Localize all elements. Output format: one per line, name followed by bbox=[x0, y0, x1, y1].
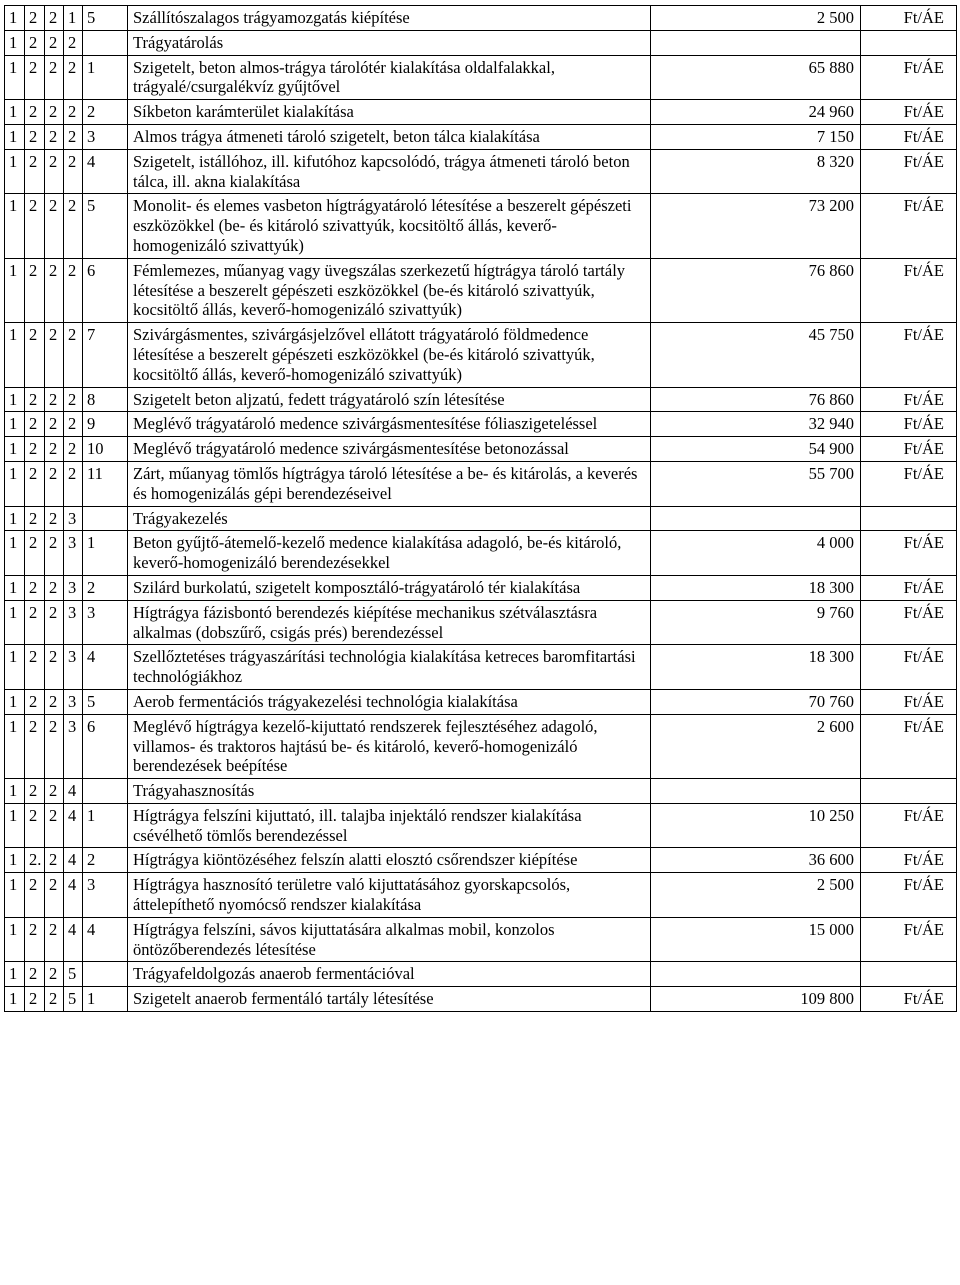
unit-cell bbox=[861, 962, 957, 987]
code-cell-5: 2 bbox=[83, 100, 128, 125]
code-cell-4: 2 bbox=[64, 437, 83, 462]
code-cell-3: 2 bbox=[45, 124, 64, 149]
code-cell-3: 2 bbox=[45, 412, 64, 437]
description-cell: Szigetelt anaerob fermentáló tartály létesítése bbox=[128, 987, 651, 1012]
amount-cell: 18 300 bbox=[651, 645, 861, 690]
code-cell-1: 1 bbox=[5, 149, 25, 194]
code-cell-4: 4 bbox=[64, 779, 83, 804]
code-cell-3: 2 bbox=[45, 437, 64, 462]
unit-cell: Ft/ÁE bbox=[861, 645, 957, 690]
code-cell-2: 2 bbox=[25, 323, 45, 387]
description-cell: Szilárd burkolatú, szigetelt komposztáló-trágyatároló tér kialakítása bbox=[128, 575, 651, 600]
code-cell-2: 2 bbox=[25, 6, 45, 31]
amount-cell: 45 750 bbox=[651, 323, 861, 387]
code-cell-3: 2 bbox=[45, 194, 64, 258]
code-cell-1: 1 bbox=[5, 461, 25, 506]
code-cell-2: 2 bbox=[25, 779, 45, 804]
code-cell-3: 2 bbox=[45, 461, 64, 506]
code-cell-5: 4 bbox=[83, 149, 128, 194]
code-cell-3: 2 bbox=[45, 575, 64, 600]
code-cell-5: 9 bbox=[83, 412, 128, 437]
table-row bbox=[5, 987, 957, 1012]
code-cell-1: 1 bbox=[5, 6, 25, 31]
code-cell-4: 2 bbox=[64, 30, 83, 55]
table-row bbox=[5, 803, 957, 848]
code-cell-4: 2 bbox=[64, 412, 83, 437]
code-cell-4: 2 bbox=[64, 323, 83, 387]
code-cell-2: 2 bbox=[25, 258, 45, 322]
table-row bbox=[5, 779, 957, 804]
code-cell-2: 2 bbox=[25, 803, 45, 848]
code-cell-3: 2 bbox=[45, 55, 64, 100]
code-cell-3: 2 bbox=[45, 600, 64, 645]
document-page bbox=[0, 5, 960, 1285]
amount-cell: 18 300 bbox=[651, 575, 861, 600]
description-cell: Szigetelt beton aljzatú, fedett trágyatároló szín létesítése bbox=[128, 387, 651, 412]
code-cell-3: 2 bbox=[45, 803, 64, 848]
description-cell: Síkbeton karámterület kialakítása bbox=[128, 100, 651, 125]
code-cell-5: 1 bbox=[83, 803, 128, 848]
code-cell-2: 2 bbox=[25, 917, 45, 962]
code-cell-2: 2 bbox=[25, 437, 45, 462]
code-cell-1: 1 bbox=[5, 100, 25, 125]
code-cell-5: 1 bbox=[83, 531, 128, 576]
code-cell-2: 2 bbox=[25, 412, 45, 437]
code-cell-3: 2 bbox=[45, 531, 64, 576]
code-cell-3: 2 bbox=[45, 258, 64, 322]
section-heading-cell: Trágyatárolás bbox=[128, 30, 651, 55]
amount-cell bbox=[651, 30, 861, 55]
code-cell-2: 2 bbox=[25, 100, 45, 125]
amount-cell: 73 200 bbox=[651, 194, 861, 258]
table-row bbox=[5, 149, 957, 194]
section-heading-cell: Trágyahasznosítás bbox=[128, 779, 651, 804]
amount-cell: 7 150 bbox=[651, 124, 861, 149]
amount-cell: 2 500 bbox=[651, 873, 861, 918]
amount-cell: 76 860 bbox=[651, 387, 861, 412]
code-cell-5 bbox=[83, 962, 128, 987]
code-cell-1: 1 bbox=[5, 437, 25, 462]
code-cell-4: 5 bbox=[64, 987, 83, 1012]
amount-cell: 10 250 bbox=[651, 803, 861, 848]
table-row bbox=[5, 714, 957, 778]
code-cell-4: 2 bbox=[64, 100, 83, 125]
code-cell-2: 2 bbox=[25, 714, 45, 778]
table-row bbox=[5, 506, 957, 531]
table-row bbox=[5, 689, 957, 714]
code-cell-1: 1 bbox=[5, 714, 25, 778]
unit-cell: Ft/ÁE bbox=[861, 194, 957, 258]
description-cell: Szivárgásmentes, szivárgásjelzővel ellátott trágyatároló földmedence létesítése a beszerelt gépészeti eszközökkel (be-és kitároló szivattyúk, kocsitöltő állás, keverő-homogenizáló szivattyúk) bbox=[128, 323, 651, 387]
amount-cell: 76 860 bbox=[651, 258, 861, 322]
code-cell-2: 2 bbox=[25, 387, 45, 412]
code-cell-4: 3 bbox=[64, 531, 83, 576]
code-cell-3: 2 bbox=[45, 714, 64, 778]
description-cell: Szigetelt, beton almos-trágya tárolótér kialakítása oldalfalakkal, trágyalé/csurgalékvíz gyűjtővel bbox=[128, 55, 651, 100]
code-cell-3: 2 bbox=[45, 387, 64, 412]
unit-cell bbox=[861, 30, 957, 55]
code-cell-2: 2 bbox=[25, 124, 45, 149]
code-cell-5: 2 bbox=[83, 575, 128, 600]
description-cell: Szigetelt, istállóhoz, ill. kifutóhoz kapcsolódó, trágya átmeneti tároló beton tálca, ill. akna kialakítása bbox=[128, 149, 651, 194]
table-row bbox=[5, 412, 957, 437]
code-cell-2: 2 bbox=[25, 600, 45, 645]
unit-cell: Ft/ÁE bbox=[861, 714, 957, 778]
code-cell-1: 1 bbox=[5, 917, 25, 962]
table-row bbox=[5, 645, 957, 690]
table-row bbox=[5, 30, 957, 55]
table-row bbox=[5, 575, 957, 600]
code-cell-1: 1 bbox=[5, 506, 25, 531]
code-cell-5: 2 bbox=[83, 848, 128, 873]
description-cell: Meglévő hígtrágya kezelő-kijuttató rendszerek fejlesztéséhez adagoló, villamos- és traktoros hajtású be- és kitároló, keverő-homogenizáló berendezések beépítése bbox=[128, 714, 651, 778]
code-cell-5: 5 bbox=[83, 689, 128, 714]
table-row bbox=[5, 6, 957, 31]
code-cell-4: 3 bbox=[64, 714, 83, 778]
unit-cell: Ft/ÁE bbox=[861, 437, 957, 462]
unit-cell: Ft/ÁE bbox=[861, 258, 957, 322]
code-cell-1: 1 bbox=[5, 323, 25, 387]
code-cell-4: 4 bbox=[64, 803, 83, 848]
amount-cell: 54 900 bbox=[651, 437, 861, 462]
description-cell: Aerob fermentációs trágyakezelési technológia kialakítása bbox=[128, 689, 651, 714]
code-cell-1: 1 bbox=[5, 194, 25, 258]
table-row bbox=[5, 461, 957, 506]
unit-cell: Ft/ÁE bbox=[861, 600, 957, 645]
amount-cell: 9 760 bbox=[651, 600, 861, 645]
unit-cell: Ft/ÁE bbox=[861, 803, 957, 848]
code-cell-5: 8 bbox=[83, 387, 128, 412]
table-row bbox=[5, 531, 957, 576]
code-cell-4: 4 bbox=[64, 873, 83, 918]
table-row bbox=[5, 600, 957, 645]
code-cell-2: 2 bbox=[25, 962, 45, 987]
code-cell-3: 2 bbox=[45, 873, 64, 918]
amount-cell bbox=[651, 506, 861, 531]
description-cell: Zárt, műanyag tömlős hígtrágya tároló létesítése a be- és kitárolás, a keverés és homogenizálás gépi berendezéseivel bbox=[128, 461, 651, 506]
code-cell-5: 6 bbox=[83, 258, 128, 322]
table-row bbox=[5, 962, 957, 987]
description-cell: Szállítószalagos trágyamozgatás kiépítése bbox=[128, 6, 651, 31]
code-cell-2: 2 bbox=[25, 873, 45, 918]
code-cell-1: 1 bbox=[5, 779, 25, 804]
code-cell-3: 2 bbox=[45, 323, 64, 387]
code-cell-4: 2 bbox=[64, 258, 83, 322]
code-cell-1: 1 bbox=[5, 30, 25, 55]
unit-cell: Ft/ÁE bbox=[861, 873, 957, 918]
code-cell-2: 2 bbox=[25, 689, 45, 714]
code-cell-4: 2 bbox=[64, 387, 83, 412]
code-cell-1: 1 bbox=[5, 387, 25, 412]
description-cell: Meglévő trágyatároló medence szivárgásmentesítése betonozással bbox=[128, 437, 651, 462]
unit-cell: Ft/ÁE bbox=[861, 149, 957, 194]
table-row bbox=[5, 917, 957, 962]
unit-cell: Ft/ÁE bbox=[861, 387, 957, 412]
table-row bbox=[5, 124, 957, 149]
unit-cell: Ft/ÁE bbox=[861, 6, 957, 31]
code-cell-1: 1 bbox=[5, 962, 25, 987]
unit-cell: Ft/ÁE bbox=[861, 100, 957, 125]
code-cell-5 bbox=[83, 30, 128, 55]
code-cell-2: 2 bbox=[25, 194, 45, 258]
amount-cell: 32 940 bbox=[651, 412, 861, 437]
code-cell-1: 1 bbox=[5, 55, 25, 100]
code-cell-3: 2 bbox=[45, 689, 64, 714]
description-cell: Fémlemezes, műanyag vagy üvegszálas szerkezetű hígtrágya tároló tartály létesítése a beszerelt gépészeti eszközökkel (be-és kitároló szivattyúk, kocsitöltő állás, keverő-homogenizáló szivattyúk) bbox=[128, 258, 651, 322]
amount-cell: 65 880 bbox=[651, 55, 861, 100]
unit-cell: Ft/ÁE bbox=[861, 917, 957, 962]
code-cell-4: 3 bbox=[64, 600, 83, 645]
code-cell-2: 2. bbox=[25, 848, 45, 873]
amount-cell bbox=[651, 779, 861, 804]
description-cell: Hígtrágya felszíni, sávos kijuttatására alkalmas mobil, konzolos öntözőberendezés létesítése bbox=[128, 917, 651, 962]
cost-table-body bbox=[5, 6, 957, 1012]
unit-cell: Ft/ÁE bbox=[861, 575, 957, 600]
code-cell-5 bbox=[83, 506, 128, 531]
code-cell-4: 4 bbox=[64, 848, 83, 873]
section-heading-cell: Trágyafeldolgozás anaerob fermentációval bbox=[128, 962, 651, 987]
description-cell: Hígtrágya fázisbontó berendezés kiépítése mechanikus szétválasztásra alkalmas (dobszűrő, csigás prés) berendezéssel bbox=[128, 600, 651, 645]
code-cell-3: 2 bbox=[45, 962, 64, 987]
unit-cell: Ft/ÁE bbox=[861, 848, 957, 873]
amount-cell: 55 700 bbox=[651, 461, 861, 506]
description-cell: Meglévő trágyatároló medence szivárgásmentesítése fóliaszigeteléssel bbox=[128, 412, 651, 437]
code-cell-3: 2 bbox=[45, 149, 64, 194]
unit-cell: Ft/ÁE bbox=[861, 55, 957, 100]
code-cell-4: 2 bbox=[64, 149, 83, 194]
table-row bbox=[5, 848, 957, 873]
code-cell-1: 1 bbox=[5, 412, 25, 437]
unit-cell: Ft/ÁE bbox=[861, 124, 957, 149]
unit-cell bbox=[861, 779, 957, 804]
table-row bbox=[5, 55, 957, 100]
table-row bbox=[5, 437, 957, 462]
code-cell-4: 4 bbox=[64, 917, 83, 962]
code-cell-3: 2 bbox=[45, 987, 64, 1012]
code-cell-1: 1 bbox=[5, 531, 25, 576]
code-cell-5 bbox=[83, 779, 128, 804]
code-cell-2: 2 bbox=[25, 149, 45, 194]
code-cell-4: 3 bbox=[64, 689, 83, 714]
code-cell-5: 6 bbox=[83, 714, 128, 778]
code-cell-3: 2 bbox=[45, 100, 64, 125]
code-cell-4: 5 bbox=[64, 962, 83, 987]
code-cell-2: 2 bbox=[25, 987, 45, 1012]
unit-cell: Ft/ÁE bbox=[861, 689, 957, 714]
description-cell: Beton gyűjtő-átemelő-kezelő medence kialakítása adagoló, be-és kitároló, keverő-homogenizáló berendezésekkel bbox=[128, 531, 651, 576]
code-cell-3: 2 bbox=[45, 645, 64, 690]
code-cell-1: 1 bbox=[5, 873, 25, 918]
amount-cell: 4 000 bbox=[651, 531, 861, 576]
table-row bbox=[5, 387, 957, 412]
code-cell-2: 2 bbox=[25, 461, 45, 506]
code-cell-5: 7 bbox=[83, 323, 128, 387]
amount-cell: 24 960 bbox=[651, 100, 861, 125]
code-cell-2: 2 bbox=[25, 645, 45, 690]
amount-cell: 15 000 bbox=[651, 917, 861, 962]
description-cell: Hígtrágya felszíni kijuttató, ill. talajba injektáló rendszer kialakítása csévélhető tömlős berendezéssel bbox=[128, 803, 651, 848]
code-cell-1: 1 bbox=[5, 575, 25, 600]
code-cell-5: 4 bbox=[83, 645, 128, 690]
code-cell-5: 3 bbox=[83, 873, 128, 918]
code-cell-5: 1 bbox=[83, 987, 128, 1012]
amount-cell: 109 800 bbox=[651, 987, 861, 1012]
code-cell-4: 1 bbox=[64, 6, 83, 31]
amount-cell bbox=[651, 962, 861, 987]
code-cell-4: 3 bbox=[64, 575, 83, 600]
unit-cell bbox=[861, 506, 957, 531]
code-cell-1: 1 bbox=[5, 258, 25, 322]
code-cell-3: 2 bbox=[45, 6, 64, 31]
description-cell: Hígtrágya kiöntözéséhez felszín alatti elosztó csőrendszer kiépítése bbox=[128, 848, 651, 873]
code-cell-1: 1 bbox=[5, 600, 25, 645]
code-cell-5: 3 bbox=[83, 124, 128, 149]
code-cell-5: 5 bbox=[83, 6, 128, 31]
code-cell-4: 3 bbox=[64, 645, 83, 690]
amount-cell: 70 760 bbox=[651, 689, 861, 714]
description-cell: Hígtrágya hasznosító területre való kijuttatásához gyorskapcsolós, áttelepíthető nyomócső rendszer kialakítása bbox=[128, 873, 651, 918]
table-row bbox=[5, 194, 957, 258]
code-cell-3: 2 bbox=[45, 848, 64, 873]
unit-cell: Ft/ÁE bbox=[861, 987, 957, 1012]
code-cell-1: 1 bbox=[5, 848, 25, 873]
description-cell: Szellőztetéses trágyaszárítási technológia kialakítása ketreces baromfitartási technológiákhoz bbox=[128, 645, 651, 690]
unit-cell: Ft/ÁE bbox=[861, 461, 957, 506]
code-cell-1: 1 bbox=[5, 987, 25, 1012]
code-cell-1: 1 bbox=[5, 689, 25, 714]
code-cell-4: 2 bbox=[64, 194, 83, 258]
code-cell-5: 4 bbox=[83, 917, 128, 962]
unit-cell: Ft/ÁE bbox=[861, 412, 957, 437]
code-cell-4: 2 bbox=[64, 461, 83, 506]
description-cell: Almos trágya átmeneti tároló szigetelt, beton tálca kialakítása bbox=[128, 124, 651, 149]
code-cell-3: 2 bbox=[45, 779, 64, 804]
table-row bbox=[5, 100, 957, 125]
code-cell-5: 5 bbox=[83, 194, 128, 258]
description-cell: Monolit- és elemes vasbeton hígtrágyatároló létesítése a beszerelt gépészeti eszközökkel (be- és kitároló szivattyúk, kocsitöltő állás, keverő-homogenizáló szivattyúk) bbox=[128, 194, 651, 258]
code-cell-1: 1 bbox=[5, 803, 25, 848]
code-cell-4: 3 bbox=[64, 506, 83, 531]
code-cell-2: 2 bbox=[25, 506, 45, 531]
amount-cell: 8 320 bbox=[651, 149, 861, 194]
code-cell-5: 11 bbox=[83, 461, 128, 506]
code-cell-4: 2 bbox=[64, 124, 83, 149]
code-cell-2: 2 bbox=[25, 55, 45, 100]
section-heading-cell: Trágyakezelés bbox=[128, 506, 651, 531]
code-cell-5: 1 bbox=[83, 55, 128, 100]
code-cell-1: 1 bbox=[5, 645, 25, 690]
code-cell-3: 2 bbox=[45, 917, 64, 962]
code-cell-2: 2 bbox=[25, 575, 45, 600]
unit-cell: Ft/ÁE bbox=[861, 323, 957, 387]
unit-cell: Ft/ÁE bbox=[861, 531, 957, 576]
code-cell-4: 2 bbox=[64, 55, 83, 100]
amount-cell: 36 600 bbox=[651, 848, 861, 873]
code-cell-5: 3 bbox=[83, 600, 128, 645]
amount-cell: 2 500 bbox=[651, 6, 861, 31]
code-cell-2: 2 bbox=[25, 531, 45, 576]
code-cell-2: 2 bbox=[25, 30, 45, 55]
cost-table bbox=[4, 5, 957, 1012]
code-cell-3: 2 bbox=[45, 30, 64, 55]
table-row bbox=[5, 323, 957, 387]
table-row bbox=[5, 258, 957, 322]
table-row bbox=[5, 873, 957, 918]
code-cell-1: 1 bbox=[5, 124, 25, 149]
code-cell-3: 2 bbox=[45, 506, 64, 531]
amount-cell: 2 600 bbox=[651, 714, 861, 778]
code-cell-5: 10 bbox=[83, 437, 128, 462]
